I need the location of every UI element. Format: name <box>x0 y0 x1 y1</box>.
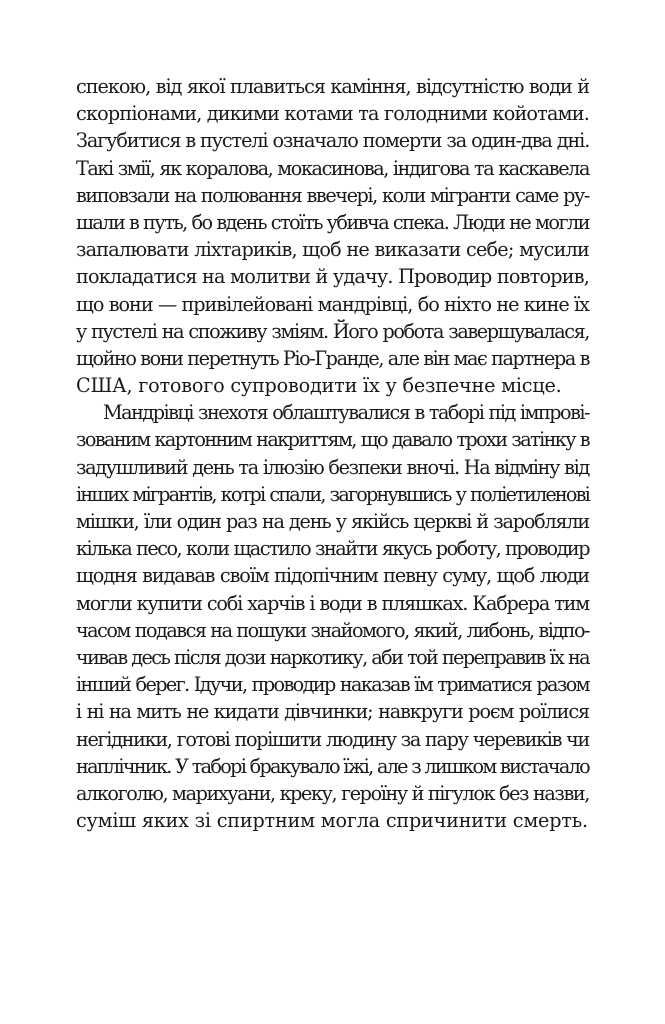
paragraph-1 <box>76 73 589 399</box>
text-line: спекою, від якої плавиться каміння, відсутністю води й <box>76 75 589 98</box>
text-line: алкоголю, марихуани, креку, героїну й пігулок без назви, <box>76 781 589 805</box>
text-line: інший берег. Ідучи, проводир наказав їм триматися разом <box>76 673 589 697</box>
text-line: і ні на мить не кидати дівчинки; навкруги роєм роїлися <box>76 700 589 724</box>
text-line: мішки, їли один раз на день у якійсь церкві й заробляли <box>76 510 589 533</box>
text-line: негідники, готові порішити людину за пару черевиків чи <box>76 727 589 751</box>
text-line: зованим картонним накриттям, що давало трохи затінку в <box>76 428 589 452</box>
text-line: США, готового супроводити їх у безпечне місце. <box>76 374 562 398</box>
text-line: суміш яких зі спиртним могла спричинити смерть. <box>76 809 588 833</box>
text-line: інших мігрантів, котрі спали, загорнувшись у поліетиленові <box>76 482 589 506</box>
paragraph-2 <box>76 399 589 834</box>
text-line: запалювати ліхтариків, щоб не виказати себе; мусили <box>76 238 589 262</box>
text-line: могли купити собі харчів і води в пляшках. Кабрера тим <box>76 591 589 615</box>
text-line: часом подався на пошуки знайомого, який, либонь, відпо- <box>76 618 589 642</box>
text-line: що вони — привілейовані мандрівці, бо ніхто не кине їх <box>76 292 589 316</box>
text-line: покладатися на молитви й удачу. Проводир повторив, <box>76 265 589 289</box>
text-line: Такі змії, як коралова, мокасинова, індигова та каскавела <box>76 156 589 180</box>
text-line: виповзали на полювання ввечері, коли мігранти саме ру- <box>76 183 589 207</box>
text-line: скорпіонами, дикими котами та голодними койотами. <box>76 102 590 126</box>
body-text <box>76 73 589 834</box>
text-line: щойно вони перетнуть Ріо-Гранде, але він має партнера в <box>76 346 589 370</box>
text-line: кілька песо, коли щастило знайти якусь роботу, проводир <box>76 537 589 561</box>
text-line: задушливий день та ілюзію безпеки вночі. На відміну від <box>76 455 589 479</box>
text-line: наплічник. У таборі бракувало їжі, але з лишком вистачало <box>76 754 589 778</box>
text-line: Загубитися в пустелі означало померти за один-два дні. <box>76 129 590 153</box>
text-line: Мандрівці знехотя облаштувалися в таборі під імпрові- <box>103 401 589 425</box>
text-line: у пустелі на споживу зміям. Його робота завершувалася, <box>76 319 589 343</box>
text-line: щодня видавав своїм підопічним певну суму, щоб люди <box>76 564 589 588</box>
text-line: шали в путь, бо вдень стоїть убивча спека. Люди не могли <box>76 210 589 234</box>
text-line: чивав десь після дози наркотику, аби той переправив їх на <box>76 645 589 669</box>
